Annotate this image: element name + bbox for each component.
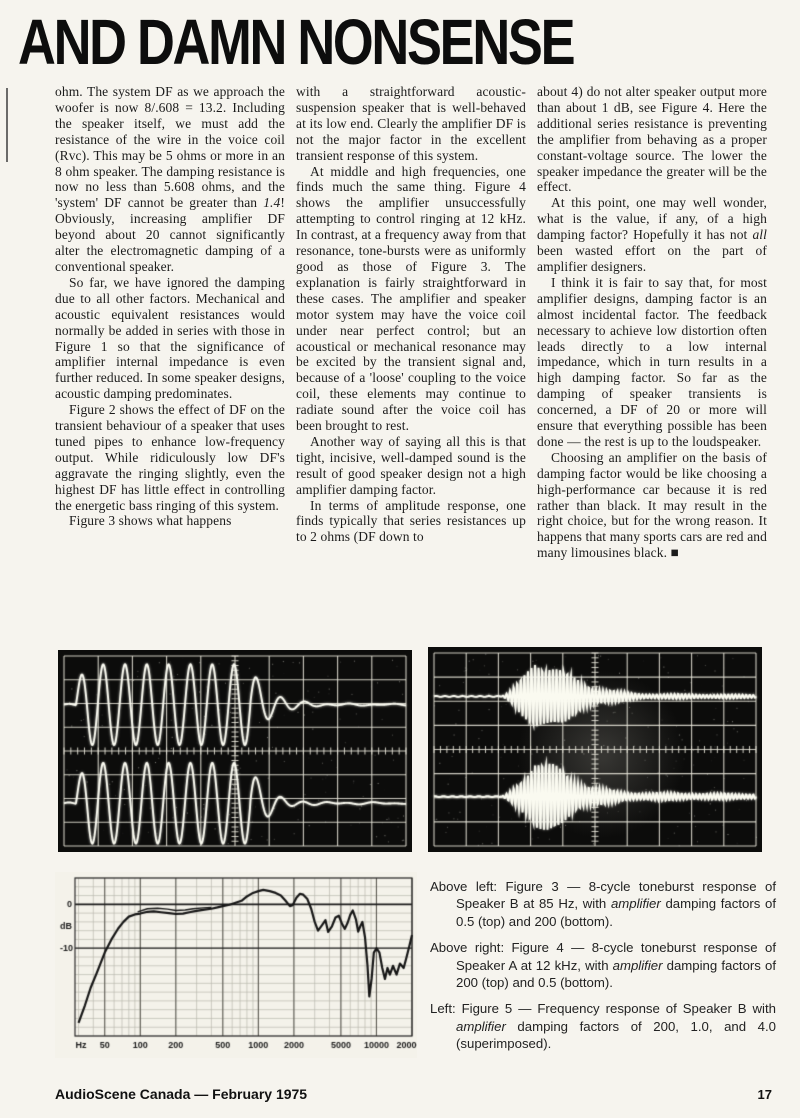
- figure-caption-1: [430, 878, 776, 930]
- text-segment: At this point, one may well wonder, what is the value, if any, of a high damping factor? Hopefully it has not: [537, 195, 767, 243]
- text-segment: amplifier: [456, 1018, 506, 1034]
- figure-caption-3: [430, 1000, 776, 1052]
- article-paragraph: [55, 513, 285, 529]
- text-segment: Left: Figure 5 — Frequency response of Speaker B with: [430, 1001, 776, 1017]
- article-paragraph: [296, 498, 526, 546]
- text-segment: been wasted effort on the part of amplifier designers.: [537, 243, 767, 274]
- article-paragraph: [537, 84, 767, 195]
- article-column-1: [55, 84, 285, 561]
- text-segment: Choosing an amplifier on the basis of damping factor would be like choosing a high-performance car because it is red rather than black. It may result in the right choice, but for the wrong reason. It happens that many sports cars are red and many limousines black. ■: [537, 449, 767, 561]
- text-segment: damping factors of 200, 1.0, and 4.0 (superimposed).: [456, 1018, 776, 1052]
- page-footer: [55, 1086, 772, 1102]
- text-segment: damping factors of 200 (top) and 0.5 (bottom).: [456, 957, 777, 991]
- article-headline: AND DAMN NONSENSE: [18, 7, 574, 79]
- article-paragraph: [55, 275, 285, 402]
- text-segment: ohm. The system DF as we approach the woofer is now 8/.608 = 13.2. Including the speaker itself, we must add the resistance of the wire in the voice coil (Rvc). This may be 5 ohms or more in an 8 ohm speaker. The damping resistance is now no less than 5.608 ohms, and the 'system' DF cannot be greater than: [55, 84, 285, 211]
- text-segment: I think it is fair to say that, for most amplifier designs, damping factor is an almost incidental factor. The feedback necessary to achieve low distortion often leads directly to a low internal impedance, which in turn results in a high damping factor. So far as the damping of speaker transients is concerned, a DF of 20 or more will ensure that everything possible has been done — the rest is up to the loudspeaker.: [537, 274, 767, 449]
- article-paragraph: [537, 450, 767, 561]
- text-segment: about 4) do not alter speaker output more than about 1 dB, see Figure 4. Here the additional series resistance is preventing the amplifier from behaving as a proper constant-voltage source. The lower the speaker impedance the greater will be the effect.: [537, 84, 767, 195]
- text-segment: At middle and high frequencies, one finds much the same thing. Figure 4 shows the amplifier unsuccessfully attempting to control ringing at 12 kHz. In contrast, at a frequency away from that resonance, tone-bursts were as uniformly good as those of Figure 3. The explanation is fairly straightforward in these cases. The amplifier and speaker motor system may have the voice coil under near perfect control; but an acoustical or mechanical resonance may be excited by the transient signal and, because of a 'loose' coupling to the voice coil, these elements may continue to radiate sound after the voice coil has been brought to rest.: [296, 163, 526, 434]
- article-column-2: [296, 84, 526, 561]
- text-segment: So far, we have ignored the damping due to all other factors. Mechanical and acoustic equivalent resistances would normally be added in series with those in Figure 1 so that the significance of amplifier internal impedance is even further reduced. In some speaker designs, acoustic damping predominates.: [55, 274, 285, 402]
- article-column-3: [537, 84, 767, 561]
- footer-page-number: 17: [757, 1087, 772, 1102]
- figure5-frequency-response-chart: [55, 872, 417, 1058]
- text-segment: Figure 3 shows what happens: [69, 513, 232, 529]
- text-segment: damping factors of 0.5 (top) and 200 (bottom).: [456, 896, 776, 929]
- text-segment: amplifier: [610, 896, 661, 912]
- figure4-oscilloscope-photo: [428, 647, 762, 852]
- scan-artifact-line: [6, 88, 8, 162]
- figure-captions: [430, 878, 776, 1062]
- text-segment: with a straightforward acoustic-suspension speaker that is well-behaved at its low end. Clearly the amplifier DF is not the major factor in the excellent transient response of this system.: [296, 84, 526, 163]
- figure-caption-2: [430, 939, 776, 991]
- article-paragraph: [296, 84, 526, 164]
- article-paragraph: [537, 275, 767, 450]
- text-segment: In terms of amplitude response, one finds typically that series resistances up to 2 ohms (DF down to: [296, 497, 526, 545]
- text-segment: ! Obviously, increasing amplifier DF beyond about 20 cannot significantly alter the electromagnetic damping of a conventional speaker.: [55, 195, 285, 274]
- footer-magazine-title: AudioScene Canada — February 1975: [55, 1086, 308, 1102]
- text-segment: amplifier: [612, 957, 663, 973]
- text-segment: Another way of saying all this is that tight, incisive, well-damped sound is the result of good speaker design not a high amplifier damping factor.: [296, 433, 526, 497]
- article-paragraph: [537, 195, 767, 275]
- text-segment: Above left: Figure 3 — 8-cycle toneburst response of Speaker B at 85 Hz, with: [430, 879, 776, 912]
- article-paragraph: [55, 402, 285, 513]
- text-segment: Figure 2 shows the effect of DF on the transient behaviour of a speaker that uses tuned pipes to enhance low-frequency output. While ridiculously low DF's aggravate the ringing slightly, even the highest DF has little effect in controlling the energetic bass ringing of this system.: [55, 402, 285, 513]
- text-segment: 1.4: [263, 195, 281, 211]
- article-paragraph: [296, 164, 526, 434]
- article-paragraph: [296, 434, 526, 498]
- text-segment: all: [752, 227, 767, 243]
- article-body: [55, 84, 769, 561]
- article-paragraph: [55, 84, 285, 275]
- text-segment: Above right: Figure 4 — 8-cycle toneburst response of Speaker A at 12 kHz, with: [430, 940, 776, 973]
- figure3-oscilloscope-photo: [58, 650, 412, 852]
